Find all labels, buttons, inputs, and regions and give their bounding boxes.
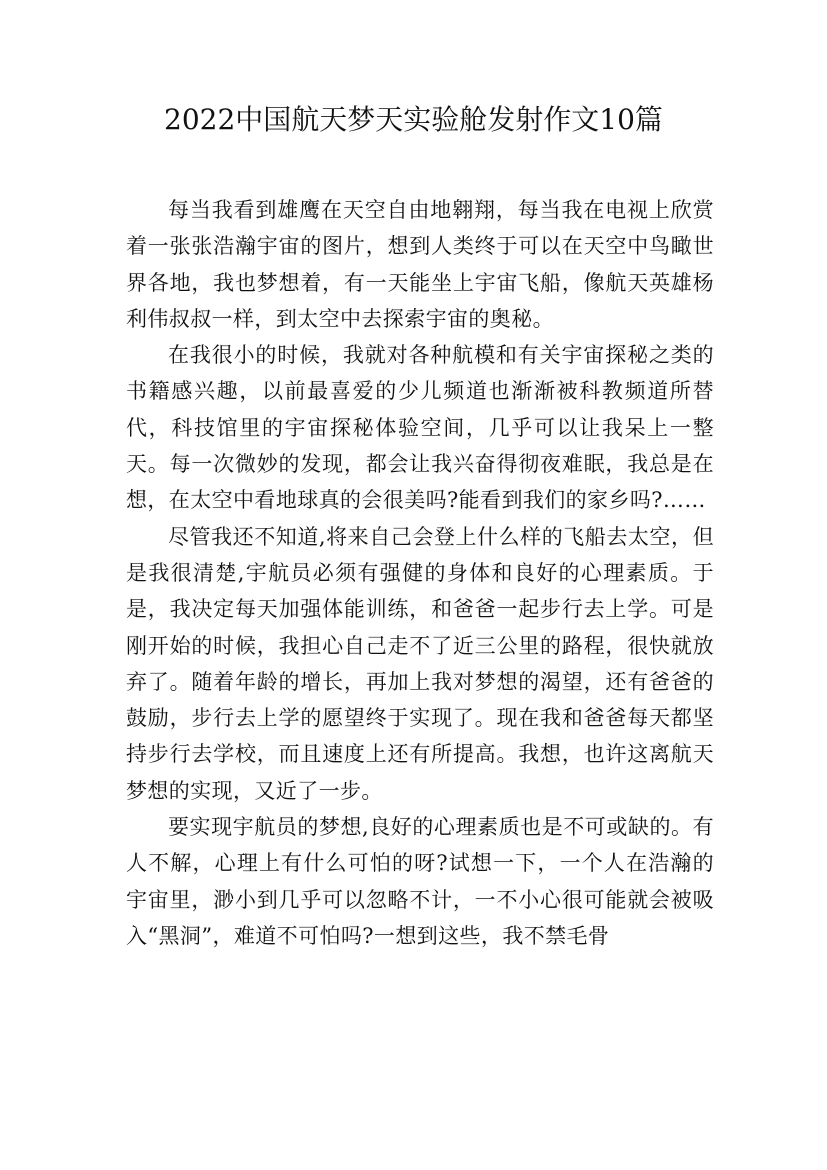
paragraph-1: 每当我看到雄鹰在天空自由地翱翔，每当我在电视上欣赏着一张张浩瀚宇宙的图片，想到人类终于可以在天空中鸟瞰世界各地，我也梦想着，有一天能坐上宇宙飞船，像航天英雄杨利伟叔叔一样，到太空中去探索宇宙的奥秘。 [126,198,714,331]
paragraph-4: 要实现宇航员的梦想,良好的心理素质也是不可或缺的。有人不解，心理上有什么可怕的呀?试想一下，一个人在浩瀚的宇宙里，渺小到几乎可以忽略不计，一不小心很可能就会被吸入“黑洞”，难道不可怕吗?一想到这些，我不禁毛骨 [126,815,714,948]
paragraph-2: 在我很小的时候，我就对各种航模和有关宇宙探秘之类的书籍感兴趣，以前最喜爱的少儿频道也渐渐被科教频道所替代，科技馆里的宇宙探秘体验空间，几乎可以让我呆上一整天。每一次微妙的发现，都会让我兴奋得彻夜难眠，我总是在想，在太空中看地球真的会很美吗?能看到我们的家乡吗?…… [126,343,714,513]
document-title: 2022中国航天梦天实验舱发射作文10篇 [164,103,663,136]
document-body [126,192,714,954]
paragraph-3: 尽管我还不知道,将来自己会登上什么样的飞船去太空，但是我很清楚,宇航员必须有强健的身体和良好的心理素质。于是，我决定每天加强体能训练，和爸爸一起步行去上学。可是刚开始的时候，我担心自己走不了近三公里的路程，很快就放弃了。随着年龄的增长，再加上我对梦想的渴望，还有爸爸的鼓励，步行去上学的愿望终于实现了。现在我和爸爸每天都坚持步行去学校，而且速度上还有所提高。我想，也许这离航天梦想的实现，又近了一步。 [126,524,714,803]
